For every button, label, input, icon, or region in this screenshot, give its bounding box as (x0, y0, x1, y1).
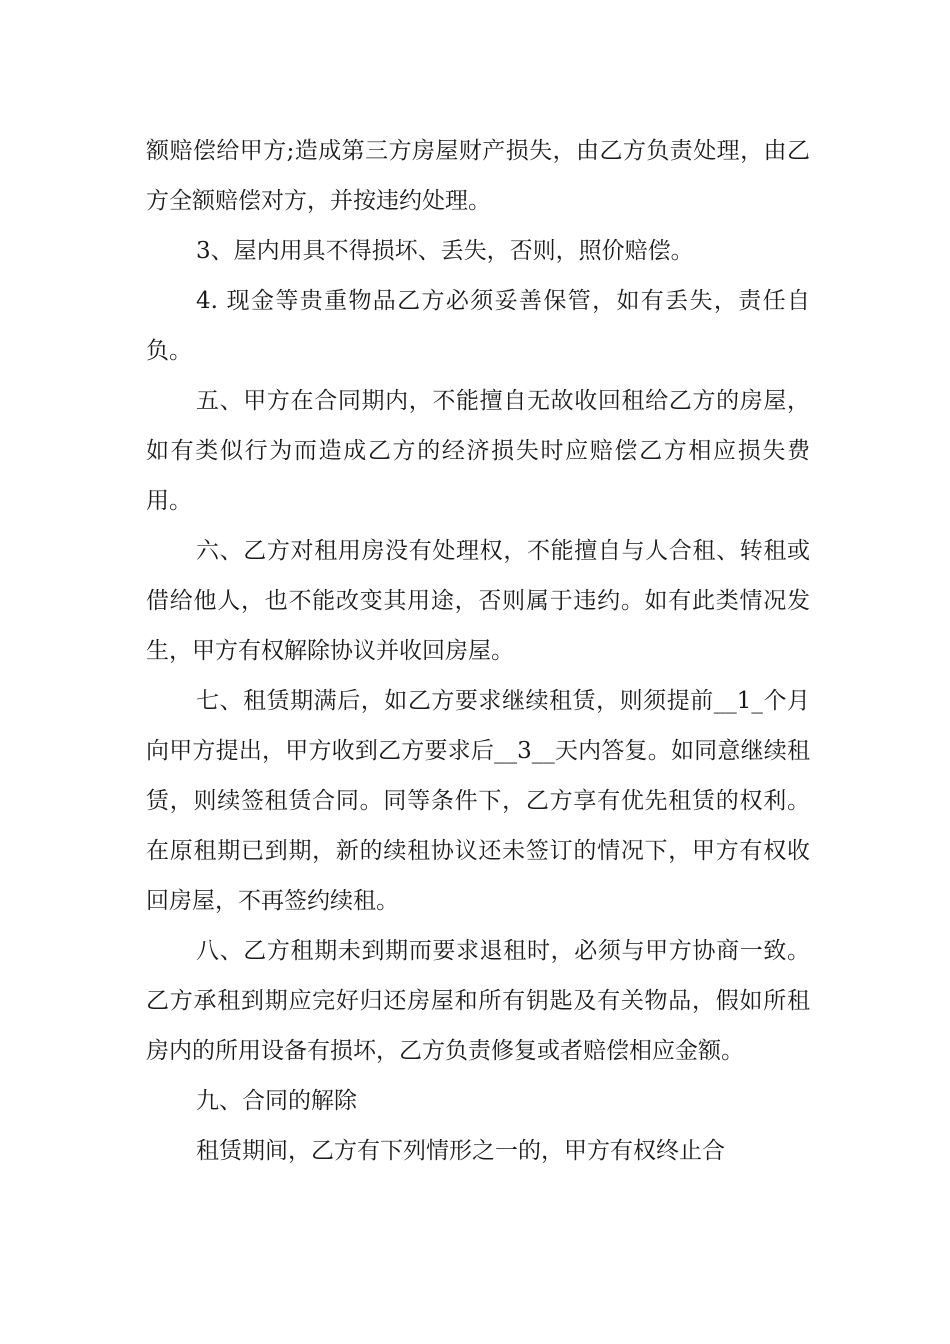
paragraph-section-7: 七、租赁期满后，如乙方要求继续租赁，则须提前__1_个月向甲方提出，甲方收到乙方要求后__3__天内答复。如同意继续租赁，则续签租赁合同。同等条件下，乙方享有优先租赁的权利。在原租期已到期，新的续租协议还未签订的情况下，甲方有权收回房屋，不再签约续租。 (146, 688, 810, 914)
paragraph-section-8: 八、乙方租期未到期而要求退租时，必须与甲方协商一致。乙方承租到期应完好归还房屋和所有钥匙及有关物品，假如所租房内的所用设备有损坏，乙方负责修复或者赔偿相应金额。 (146, 938, 810, 1064)
paragraph-item-4-valuables: 4. 现金等贵重物品乙方必须妥善保管，如有丢失，责任自负。 (146, 288, 810, 364)
paragraph-section-5: 五、甲方在合同期内，不能擅自无故收回租给乙方的房屋，如有类似行为而造成乙方的经济损失时应赔偿乙方相应损失费用。 (146, 388, 810, 514)
paragraph-item-3-furnishings: 3、屋内用具不得损坏、丢失，否则，照价赔偿。 (196, 238, 694, 264)
section-9-heading: 九、合同的解除 (196, 1088, 357, 1114)
paragraph-section-9-intro: 租赁期间，乙方有下列情形之一的，甲方有权终止合 (196, 1138, 725, 1164)
paragraph-section-6: 六、乙方对租用房没有处理权，不能擅自与人合租、转租或借给他人，也不能改变其用途，否则属于违约。如有此类情况发生，甲方有权解除协议并收回房屋。 (146, 538, 810, 664)
document-body (146, 126, 810, 1176)
paragraph-compensation-continued: 额赔偿给甲方;造成第三方房屋财产损失，由乙方负责处理，由乙方全额赔偿对方，并按违约处理。 (146, 138, 810, 214)
